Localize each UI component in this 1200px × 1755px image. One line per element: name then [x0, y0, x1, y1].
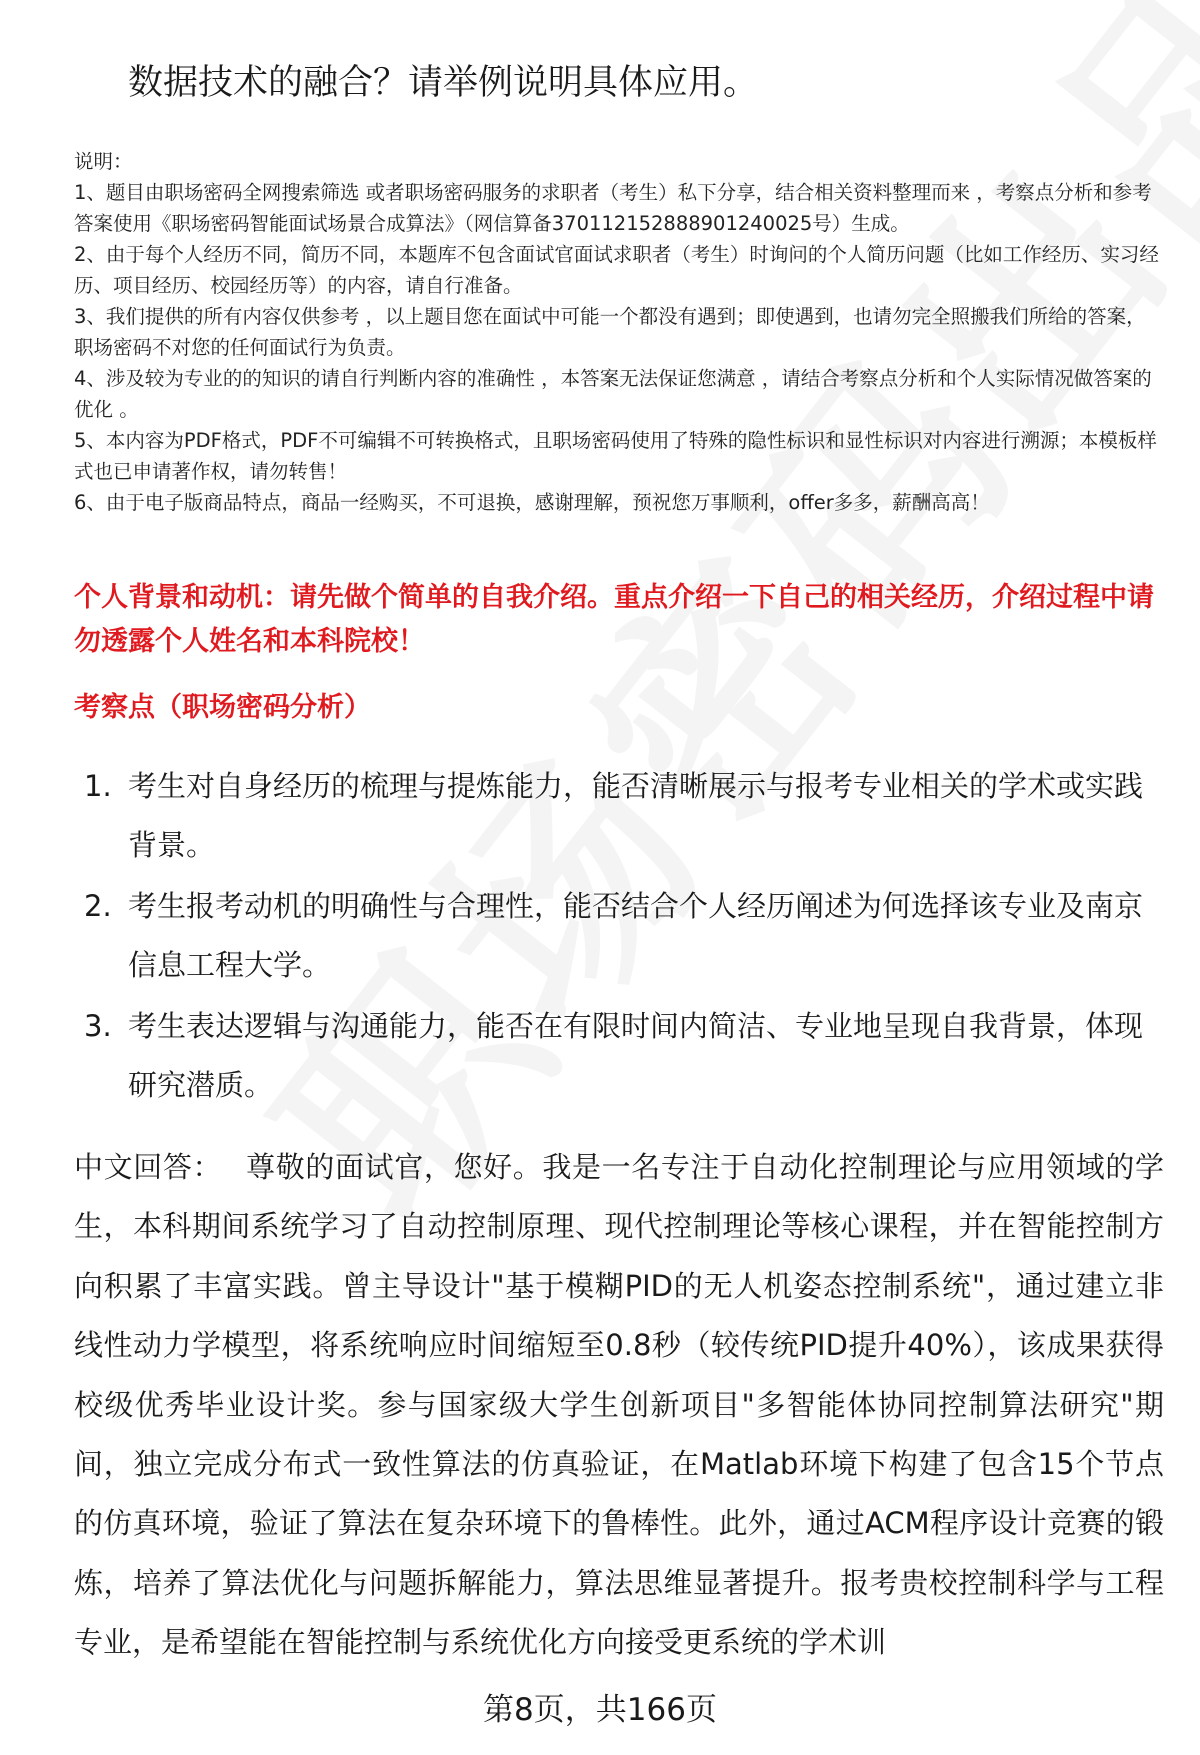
notes-item: 2、由于每个人经历不同，简历不同，本题库不包含面试官面试求职者（考生）时询问的个人简历问题（比如工作经历、实习经历、项目经历、校园经历等）的内容，请自行准备。 [74, 243, 1159, 297]
background-question-heading: 个人背景和动机：请先做个简单的自我介绍。重点介绍一下自己的相关经历，介绍过程中请勿透露个人姓名和本科院校！ [74, 582, 1154, 657]
list-number: 3. [84, 1009, 112, 1043]
notes-item: 3、我们提供的所有内容仅供参考 ，以上题目您在面试中可能一个都没有遇到；即使遇到，也请勿完全照搬我们所给的答案，职场密码不对您的任何面试行为负责。 [74, 305, 1146, 359]
answer-text: 尊敬的面试官，您好。我是一名专注于自动化控制理论与应用领域的学生，本科期间系统学习了自动控制原理、现代控制理论等核心课程，并在智能控制方向积累了丰富实践。曾主导设计"基于模糊PID的无人机姿态控制系统"，通过建立非线性动力学模型，将系统响应时间缩短至0.8秒（较传统PID提升40%），该成果获得校级优秀毕业设计奖。参与国家级大学生创新项目"多智能体协同控制算法研究"期间，独立完成分布式一致性算法的仿真验证，在Matlab环境下构建了包含15个节点的仿真环境，验证了算法在复杂环境下的鲁棒性。此外，通过ACM程序设计竞赛的锻炼，培养了算法优化与问题拆解能力，算法思维显著提升。报考贵校控制科学与工程专业，是希望能在智能控制与系统优化方向接受更系统的学术训 [74, 1150, 1164, 1660]
list-item [74, 997, 1164, 1115]
exam-points-heading: 考察点（职场密码分析） [74, 692, 371, 723]
list-item-text: 考生表达逻辑与沟通能力，能否在有限时间内简洁、专业地呈现自我背景，体现研究潜质。 [128, 1009, 1144, 1102]
list-number: 1. [84, 769, 112, 803]
notes-item: 4、涉及较为专业的的知识的请自行判断内容的准确性 ，本答案无法保证您满意 ，请结合考察点分析和个人实际情况做答案的优化 。 [74, 367, 1152, 421]
notes-section [74, 146, 1164, 518]
list-item-text: 考生报考动机的明确性与合理性，能否结合个人经历阐述为何选择该专业及南京信息工程大学。 [128, 889, 1144, 982]
list-item [74, 877, 1164, 995]
list-item-text: 考生对自身经历的梳理与提炼能力，能否清晰展示与报考专业相关的学术或实践背景。 [128, 769, 1144, 862]
list-item [74, 757, 1164, 875]
notes-item: 6、由于电子版商品特点，商品一经购买，不可退换，感谢理解，预祝您万事顺利，offer多多，薪酬高高！ [74, 491, 990, 514]
notes-item: 1、题目由职场密码全网搜索筛选 或者职场密码服务的求职者（考生）私下分享，结合相关资料整理而来 ，考察点分析和参考答案使用《职场密码智能面试场景合成算法》（网信算备370112152888901240025号）生成。 [74, 181, 1152, 235]
list-number: 2. [84, 889, 112, 923]
question-continuation: 数据技术的融合？请举例说明具体应用。 [128, 63, 759, 103]
answer-section [74, 1138, 1164, 1673]
exam-points-list [74, 757, 1164, 1117]
answer-label: 中文回答： [74, 1150, 223, 1184]
notes-title: 说明： [74, 150, 133, 173]
page-footer: 第8页，共166页 [483, 1692, 717, 1728]
notes-item: 5、本内容为PDF格式，PDF不可编辑不可转换格式，且职场密码使用了特殊的隐性标识和显性标识对内容进行溯源；本模板样式也已申请著作权，请勿转售！ [74, 429, 1157, 483]
